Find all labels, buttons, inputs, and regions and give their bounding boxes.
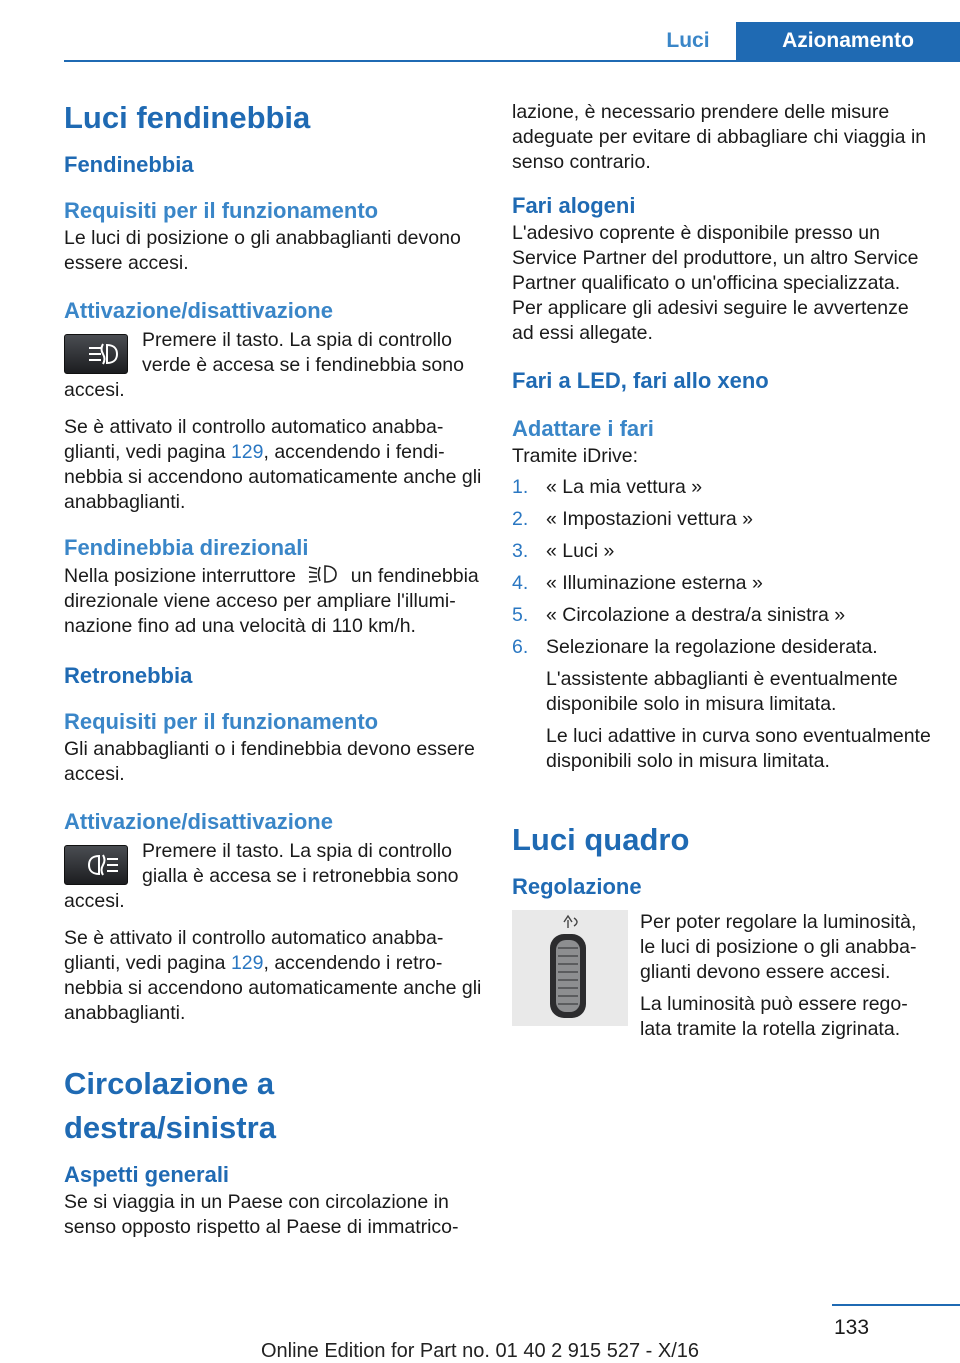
paragraph-requirements-2: Gli anabbaglianti o i fendinebbia devono essere accesi. (64, 738, 475, 785)
header-rule (64, 60, 960, 62)
heading-requirements-2: Requisiti per il funzionamento (64, 709, 379, 734)
thumbwheel-image (512, 910, 628, 1026)
paragraph-adjustment-2: La luminosità può essere regolata tramite la rotella zigrinata. (640, 993, 908, 1040)
footer-edition-text: Online Edition for Part no. 01 40 2 915 527 - X/16 (260, 1340, 700, 1362)
heading-halogen: Fari alogeni (512, 193, 636, 218)
header-chapter-label: Azionamento (736, 22, 960, 60)
paragraph-activation-1: Premere il tasto. La spia di controllo verde è accesa se i fendinebbia sono accesi. (64, 329, 464, 401)
list-item: 5. « Circolazione a destra/a sinistra » (512, 604, 846, 626)
paragraph-halogen: L'adesivo coprente è disponibile presso un Service Partner del produttore, un altro Service Partner qualificato o un'officina specializzata. Per applicare gli adesivi seguire le avvertenze ad essi allegate. (512, 222, 919, 344)
heading-front-fog: Fendinebbia (64, 152, 194, 177)
footer-rule (832, 1304, 960, 1306)
paragraph-requirements-1: Le luci di posizione o gli anabbaglianti devono essere accesi. (64, 227, 461, 274)
step-note-adaptive: Le luci adattive in curva sono eventualmente disponibili solo in misura limitata. (546, 725, 931, 772)
heading-requirements-1: Requisiti per il funzionamento (64, 198, 379, 223)
right-column (512, 100, 932, 1042)
page-link-129[interactable]: 129 (230, 441, 264, 463)
paragraph-auto-2: Se è attivato il controllo automatico anabbaglianti, vedi pagina 129, accendendo i retronebbia si accendono automaticamente anche gli anabbaglianti. (64, 927, 482, 1024)
heading-rear-fog: Retronebbia (64, 663, 193, 688)
heading-activation-2: Attivazione/disattivazione (64, 809, 333, 834)
switch-position-icon (301, 563, 345, 583)
paragraph-adjustment-1: Per poter regolare la luminosità, le luci di posizione o gli anabbaglianti devono essere accesi. (640, 911, 917, 983)
list-item: 1. « La mia vettura » (512, 476, 703, 498)
idrive-steps-list (512, 475, 932, 774)
heading-adapt-headlights: Adattare i fari (512, 416, 654, 441)
heading-directional-fog: Fendinebbia direzionali (64, 535, 309, 560)
list-item: 6. Selezionare la regolazione desiderata. L'assistente abbaglianti è eventualmente disponibile solo in misura limitata. Le luci adattive in curva sono eventualmente disponibili solo in misura limitata. (512, 636, 931, 772)
left-column (64, 96, 482, 1240)
heading-general: Aspetti generali (64, 1162, 230, 1187)
step-note-high-beam: L'assistente abbaglianti è eventualmente disponibile solo in misura limitata. (546, 668, 898, 715)
heading-activation-1: Attivazione/disattivazione (64, 298, 333, 323)
list-item: 4. « Illuminazione esterna » (512, 572, 763, 594)
heading-traffic-side: Circolazione a destra/sinistra (64, 1066, 276, 1145)
paragraph-continued: lazione, è necessario prendere delle misure adeguate per evitare di abbagliare chi viaggia in senso contrario. (512, 101, 927, 173)
heading-led-xenon: Fari a LED, fari allo xeno (512, 368, 769, 393)
front-fog-button-icon (64, 334, 128, 374)
header-section-label: Luci (666, 29, 710, 52)
page-number: 133 (834, 1316, 870, 1339)
list-item: 2. « Impostazioni vettura » (512, 508, 754, 530)
paragraph-idrive: Tramite iDrive: (512, 445, 639, 467)
paragraph-general: Se si viaggia in un Paese con circolazione in senso opposto rispetto al Paese di immatrico- (64, 1191, 459, 1238)
paragraph-directional-fog: Nella posizione interruttore un fendinebbia direzionale viene acceso per ampliare l'illuminazione fino ad una velocità di 110 km/h. (64, 565, 479, 637)
page-link-129[interactable]: 129 (230, 952, 264, 974)
heading-adjustment: Regolazione (512, 874, 642, 899)
paragraph-activation-2: Premere il tasto. La spia di controllo gialla è accesa se i retronebbia sono accesi. (64, 840, 459, 912)
heading-fog-lights: Luci fendinebbia (64, 100, 311, 135)
list-item: 3. « Luci » (512, 540, 615, 562)
rear-fog-button-icon (64, 845, 128, 885)
paragraph-auto-1: Se è attivato il controllo automatico anabbaglianti, vedi pagina 129, accendendo i fendinebbia si accendono automaticamente anche gli anabbaglianti. (64, 416, 482, 513)
heading-dashboard-lights: Luci quadro (512, 822, 690, 857)
